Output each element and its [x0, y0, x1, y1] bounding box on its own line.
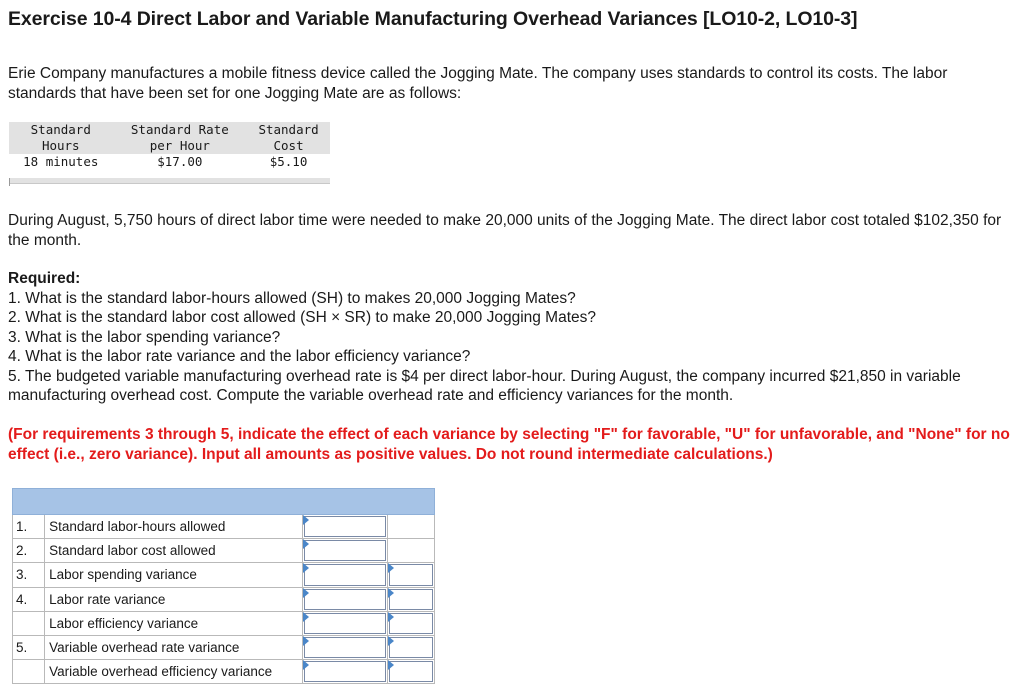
amount-input[interactable]	[304, 564, 386, 585]
answer-row-number: 5.	[13, 635, 45, 659]
requirement-3: 3. What is the labor spending variance?	[8, 328, 281, 346]
input-marker-icon	[303, 660, 309, 670]
answer-row	[13, 587, 435, 611]
answer-amount-cell	[302, 515, 387, 539]
select-marker-icon	[388, 612, 394, 622]
answer-row-label: Standard labor cost allowed	[45, 539, 303, 563]
answer-amount-cell	[302, 660, 387, 684]
august-facts-paragraph: During August, 5,750 hours of direct labor time were needed to make 20,000 units of the Jogging Mate. The direct labor cost totaled $102,350 for the month.	[8, 212, 1002, 249]
answer-amount-cell	[302, 635, 387, 659]
amount-input[interactable]	[304, 516, 386, 537]
answer-table-header	[13, 489, 435, 515]
answer-table-header-cell	[13, 489, 435, 515]
answer-row-label: Variable overhead efficiency variance	[45, 660, 303, 684]
answer-row-number: 3.	[13, 563, 45, 587]
answer-row	[13, 660, 435, 684]
answer-row	[13, 635, 435, 659]
requirement-5: 5. The budgeted variable manufacturing overhead rate is $4 per direct labor-hour. During August, the company incurred $21,850 in variable manufacturing overhead cost. Compute the variable overhead rate and efficiency variances for the month.	[8, 367, 961, 405]
effect-cell	[387, 660, 434, 684]
answer-row-label: Standard labor-hours allowed	[45, 515, 303, 539]
standards-table-rule	[9, 178, 330, 184]
select-marker-icon	[388, 636, 394, 646]
input-marker-icon	[303, 563, 309, 573]
effect-cell	[387, 587, 434, 611]
intro-paragraph: Erie Company manufactures a mobile fitness device called the Jogging Mate. The company uses standards to control its costs. The labor standards that have been set for one Jogging Mate are as follows:	[8, 65, 948, 102]
input-marker-icon	[303, 612, 309, 622]
answer-row-number	[13, 660, 45, 684]
answer-row-label: Labor rate variance	[45, 587, 303, 611]
answer-row	[13, 539, 435, 563]
effect-cell	[387, 539, 434, 563]
labor-standards-table	[9, 122, 330, 170]
answer-amount-cell	[302, 539, 387, 563]
value-standard-rate: $17.00	[157, 154, 203, 169]
effect-select[interactable]	[389, 637, 433, 658]
answer-row-number: 1.	[13, 515, 45, 539]
value-standard-cost: $5.10	[269, 154, 308, 169]
answer-row-label: Labor spending variance	[45, 563, 303, 587]
answer-table	[12, 488, 435, 684]
answer-row	[13, 611, 435, 635]
amount-input[interactable]	[304, 661, 386, 682]
input-marker-icon	[303, 636, 309, 646]
answer-row	[13, 515, 435, 539]
requirement-4: 4. What is the labor rate variance and the labor efficiency variance?	[8, 348, 471, 366]
amount-input[interactable]	[304, 613, 386, 634]
effect-cell	[387, 611, 434, 635]
effect-cell	[387, 515, 434, 539]
effect-select[interactable]	[389, 613, 433, 634]
select-marker-icon	[388, 588, 394, 598]
input-marker-icon	[303, 515, 309, 525]
requirements-list	[8, 289, 1013, 405]
effect-cell	[387, 635, 434, 659]
select-marker-icon	[388, 660, 394, 670]
instructions-note: (For requirements 3 through 5, indicate the effect of each variance by selecting "F" for favorable, "U" for unfavorable, and "None" for no effect (i.e., zero variance). Input all amounts as positive values. Do not round intermediate calculations.)	[8, 426, 1010, 463]
header-standard-rate: Standard Rate per Hour	[113, 122, 248, 154]
requirement-2: 2. What is the standard labor cost allowed (SH × SR) to make 20,000 Jogging Mates?	[8, 309, 597, 327]
effect-cell	[387, 563, 434, 587]
answer-row-label: Labor efficiency variance	[45, 611, 303, 635]
amount-input[interactable]	[304, 540, 386, 561]
required-heading: Required:	[8, 270, 81, 287]
exercise-title: Exercise 10-4 Direct Labor and Variable Manufacturing Overhead Variances [LO10-2, LO10-3]	[8, 8, 858, 30]
select-marker-icon	[388, 563, 394, 573]
requirement-1: 1. What is the standard labor-hours allowed (SH) to makes 20,000 Jogging Mates?	[8, 290, 576, 307]
header-standard-hours: Standard Hours	[9, 122, 113, 154]
input-marker-icon	[303, 539, 309, 549]
effect-select[interactable]	[389, 661, 433, 682]
header-standard-cost: Standard Cost	[247, 122, 330, 154]
effect-select[interactable]	[389, 564, 433, 585]
effect-select[interactable]	[389, 589, 433, 610]
answer-row-number	[13, 611, 45, 635]
answer-row	[13, 563, 435, 587]
amount-input[interactable]	[304, 589, 386, 610]
input-marker-icon	[303, 588, 309, 598]
answer-amount-cell	[302, 611, 387, 635]
standards-table-rule-tick	[9, 178, 10, 186]
answer-amount-cell	[302, 563, 387, 587]
amount-input[interactable]	[304, 637, 386, 658]
answer-amount-cell	[302, 587, 387, 611]
answer-row-label: Variable overhead rate variance	[45, 635, 303, 659]
value-standard-hours: 18 minutes	[23, 154, 99, 169]
answer-row-number: 2.	[13, 539, 45, 563]
answer-row-number: 4.	[13, 587, 45, 611]
